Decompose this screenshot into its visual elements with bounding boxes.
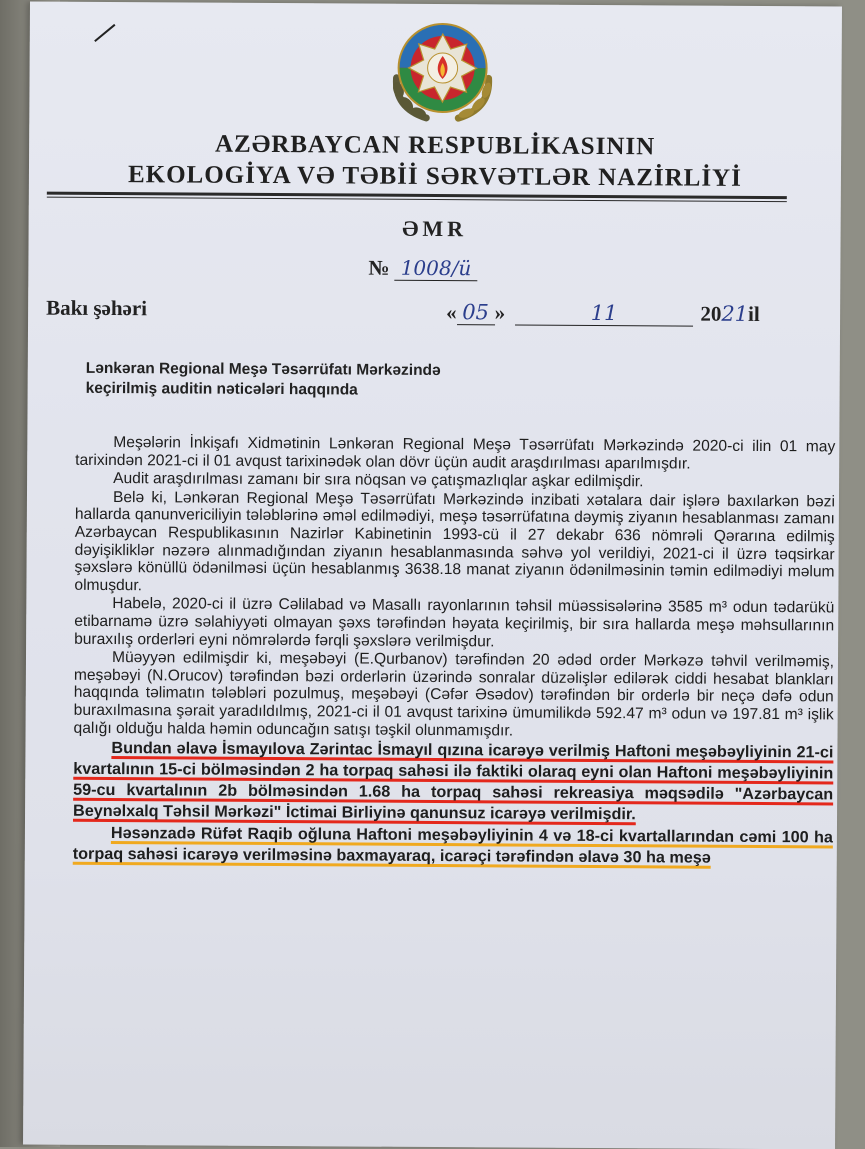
date-year-suffix: 21 <box>721 301 749 326</box>
issue-city: Bakı şəhəri <box>46 295 148 321</box>
order-number-value: 1008/ü <box>395 256 478 282</box>
document-page <box>23 2 842 1149</box>
date-month: 11 <box>515 300 693 326</box>
subject-line1: Lənkəran Regional Meşə Təsərrüfatı Mərkəzində <box>85 359 441 380</box>
issue-date <box>446 300 760 327</box>
order-number-label: № <box>368 255 390 280</box>
order-body <box>73 434 836 871</box>
ministry-title-line1: AZƏRBAYCAN RESPUBLİKASININ <box>214 130 656 161</box>
document-type: ƏMR <box>402 215 468 242</box>
subject-line2: keçirilmiş auditin nəticələri haqqında <box>85 379 358 399</box>
ministry-title-line2: EKOLOGİYA VƏ TƏBİİ SƏRVƏTLƏR NAZİRLİYİ <box>127 161 742 192</box>
paragraph-extra-land <box>73 823 833 870</box>
date-year-prefix: 20 <box>700 301 722 326</box>
order-number <box>368 256 477 282</box>
paragraph-audit-scope: Meşələrin İnkişafı Xidmətinin Lənkəran Regional Meşə Təsərrüfatı Mərkəzində 2020-ci ilin 01 may tarixindən 2021-ci il 01 avqust tarixinədək olan dövr üçün audit araşdırılması aparılmışdır. <box>75 434 836 473</box>
paragraph-forester-orders: Müəyyən edilmişdir ki, meşəbəyi (E.Qurbanov) tərəfindən 20 ədəd order Mərkəzə təhvil verilməmiş, meşəbəyi (N.Orucov) tərəfindən bəzi orderlərin üzərində sonralar düzəlişlər edilərək ciddi hesabat blankları haqqında təlimatın tələbləri pozulmuş, meşəbəyi (Cəfər Əsədov) tərəfindən bir orderlə bir neçə dəfə odun buraxılmasına şərait yaradıldılmış, 2021-ci il 01 avqust tarixinə ümumilikdə 592.47 m³ odun və 197.81 m³ işlik qalığı olduğu halda həmin oduncağın satışı təşkil olunmamışdır. <box>73 649 835 739</box>
paragraph-firewood-supply: Habelə, 2020-ci il üzrə Cəlilabad və Masallı rayonlarının təhsil müəssisələrinə 3585 m³ odun tədarükü etibarnamə üzrə səlahiyyəti olmayan şəxs tərəfindən həyata keçirilmiş, bir sıra hallarda meşə məhsullarının buraxılış orderləri eyni nömrələrdə fərqli şəxslərə verilmişdur. <box>74 595 835 650</box>
order-subject <box>86 359 441 401</box>
azerbaijan-state-emblem-icon <box>386 18 499 123</box>
pen-mark <box>94 24 115 42</box>
highlighted-text-yellow: Həsənzadə Rüfət Raqib oğluna Haftoni meşəbəyliyinin 4 və 18-ci kvartallarından cəmi 100 ha torpaq sahəsi icarəyə verilməsinə baxmayaraq, icarəçi tərəfindən əlavə 30 ha meşə <box>72 824 833 867</box>
paragraph-damage-calculation: Belə ki, Lənkəran Regional Meşə Təsərrüfatı Mərkəzində inzibati xətalara dair işlərə baxılarkən bəzi hallarda qanunvericiliyin tələblərinə əməl edilmədiyi, meşə təsərrüfatına dəymiş ziyanın hesablanması zamanı Azərbaycan Respublikasının Nazirlər Kabinetinin 1993-cü il 27 dekabr 636 nömrəli Qərarına edilmiş dəyişikliklər nəzərə alınmadığından ziyanın hesablanmasında səhvə yol verildiyi, 2021-ci il üzrə təqsirkar şəxslərə könüllü ödənilməsi üçün hesablanmış 3638.18 manat ziyanın ödənilməsinin təmin edilmədiyi məlum olmuşdur. <box>74 488 836 594</box>
date-year-word: il <box>748 301 760 326</box>
paragraph-illegal-lease <box>73 738 833 827</box>
date-open-quote: « <box>446 300 457 325</box>
highlighted-text-red: Bundan əlavə İsmayılova Zərintac İsmayıl qızına icarəyə verilmiş Haftoni meşəbəyliyinin 21-ci kvartalının 15-ci bölməsindən 2 ha torpaq sahəsi ilə faktiki olaraq eyni olan Haftoni meşəbəyliyinin 59-cu kvartalının 2b bölməsindən 1.68 ha torpaq sahəsi rekreasiya məqsədilə "Azərbaycan Beynəlxalq Təhsil Mərkəzi" İctimai Birliyinə qanunsuz icarəyə verilmişdir. <box>73 739 834 824</box>
date-close-quote: » <box>494 300 506 325</box>
paragraph-findings-intro: Audit araşdırılması zamanı bir sıra nöqsan və çatışmazlıqlar aşkar edilmişdir. <box>113 470 644 491</box>
date-day: 05 <box>457 300 495 325</box>
